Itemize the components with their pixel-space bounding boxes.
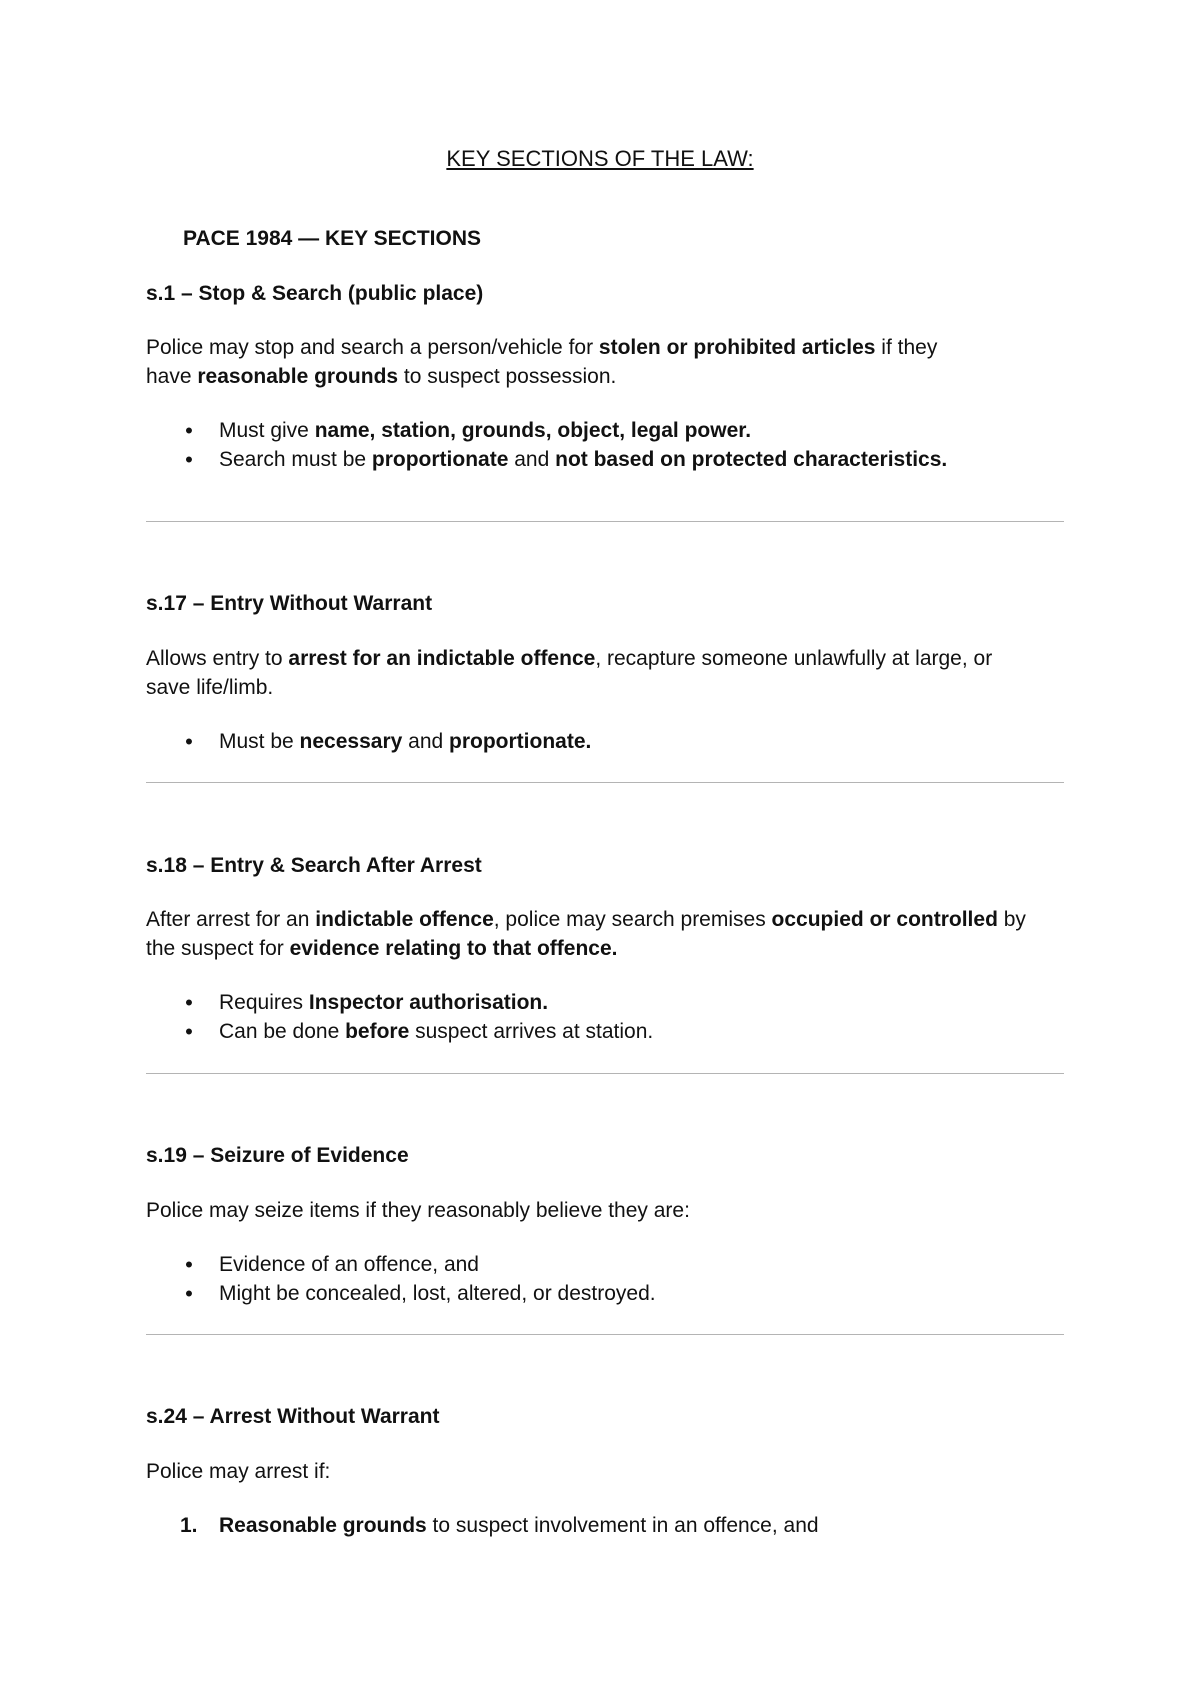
bullet-item: Evidence of an offence, and [219, 1253, 479, 1276]
bullet-item: Might be concealed, lost, altered, or destroyed. [219, 1282, 656, 1305]
section-paragraph: After arrest for an indictable offence, police may search premises occupied or controlled by [146, 908, 1026, 931]
horizontal-rule [146, 1073, 1064, 1074]
bullet-marker: • [185, 729, 193, 754]
horizontal-rule [146, 782, 1064, 783]
section-paragraph: the suspect for evidence relating to that offence. [146, 937, 618, 960]
bullet-marker: • [185, 1281, 193, 1306]
page-title: KEY SECTIONS OF THE LAW: [446, 146, 754, 171]
section-heading-s19: s.19 – Seizure of Evidence [146, 1144, 409, 1167]
bullet-marker: • [185, 1019, 193, 1044]
list-number: 1. [180, 1514, 198, 1537]
section-paragraph: Police may stop and search a person/vehicle for stolen or prohibited articles if they [146, 336, 938, 359]
bullet-item: Must be necessary and proportionate. [219, 730, 592, 753]
section-heading-s18: s.18 – Entry & Search After Arrest [146, 854, 482, 877]
section-paragraph: Allows entry to arrest for an indictable offence, recapture someone unlawfully at large, or [146, 647, 993, 670]
section-paragraph: save life/limb. [146, 676, 274, 699]
document-subtitle: PACE 1984 — KEY SECTIONS [183, 227, 481, 250]
bullet-marker: • [185, 447, 193, 472]
section-heading-s24: s.24 – Arrest Without Warrant [146, 1405, 440, 1428]
bullet-marker: • [185, 418, 193, 443]
horizontal-rule [146, 1334, 1064, 1335]
horizontal-rule [146, 521, 1064, 522]
bullet-marker: • [185, 990, 193, 1015]
bullet-item: Search must be proportionate and not based on protected characteristics. [219, 448, 948, 471]
section-paragraph: Police may seize items if they reasonably believe they are: [146, 1199, 690, 1222]
section-heading-s1: s.1 – Stop & Search (public place) [146, 282, 484, 305]
section-paragraph: have reasonable grounds to suspect possession. [146, 365, 617, 388]
section-paragraph: Police may arrest if: [146, 1460, 331, 1483]
bullet-marker: • [185, 1252, 193, 1277]
bullet-item: Requires Inspector authorisation. [219, 991, 549, 1014]
section-heading-s17: s.17 – Entry Without Warrant [146, 592, 433, 615]
bullet-item: Must give name, station, grounds, object, legal power. [219, 419, 752, 442]
bullet-item: Can be done before suspect arrives at station. [219, 1020, 654, 1043]
numbered-item: Reasonable grounds to suspect involvement in an offence, and [219, 1514, 819, 1537]
